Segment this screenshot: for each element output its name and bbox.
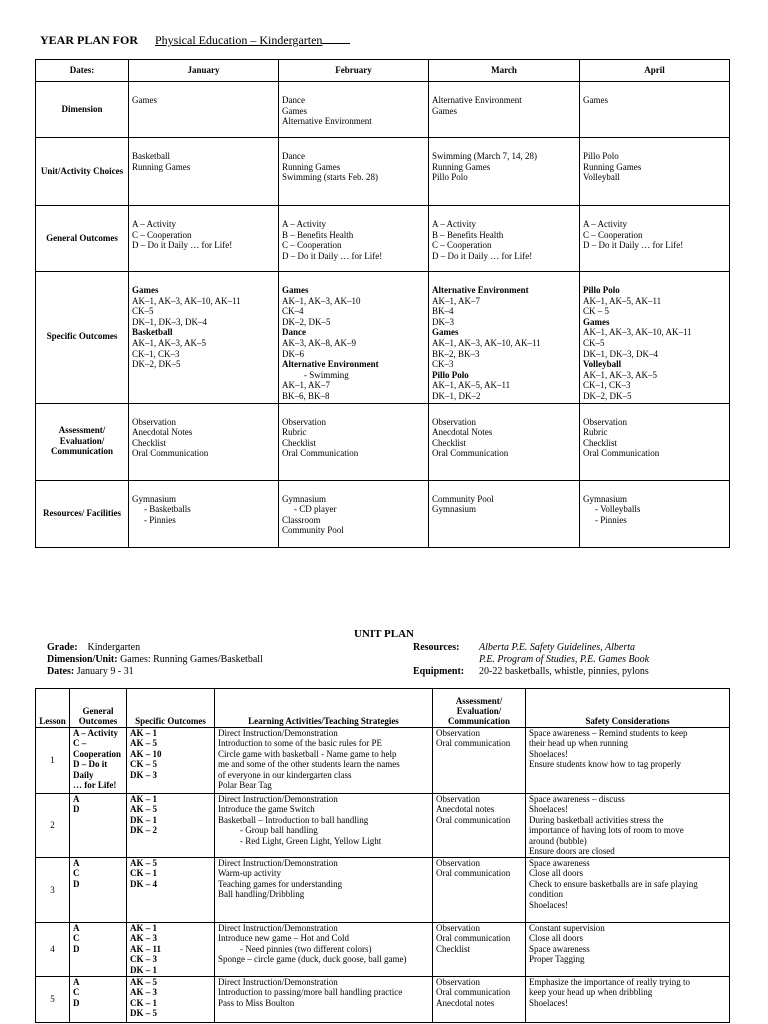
- cell-line: DK–2, DK–5: [282, 316, 331, 327]
- cell-line: Polar Bear Tag: [218, 780, 272, 791]
- cell-line: DK–1, DK–3, DK–4: [583, 348, 658, 359]
- cell-line: AK–1, AK–5, AK–11: [583, 295, 662, 306]
- cell-line: Oral communication: [436, 738, 511, 749]
- cell-line: Direct Instruction/Demonstration: [218, 923, 338, 933]
- year-plan-row: [36, 206, 730, 272]
- cell-line: D: [73, 804, 80, 815]
- cell-line: Games: [282, 105, 307, 116]
- cell-line: Running Games: [282, 161, 341, 172]
- year-plan-subject: Physical Education – Kindergarten: [155, 33, 323, 47]
- cell-line: D – Do it Daily … for Life!: [132, 240, 233, 251]
- cell-line: their head up when running: [529, 738, 628, 749]
- cell-line: CK – 1: [130, 997, 157, 1008]
- cell-line: Direct Instruction/Demonstration: [218, 794, 338, 804]
- cell-line: Introduce new game – Hot and Cold: [218, 933, 349, 944]
- resources-label: Resources:: [413, 642, 460, 653]
- cell-line: Oral communication: [436, 987, 511, 998]
- cell-line: DK – 2: [130, 825, 157, 836]
- specific-outcomes-cell: [127, 977, 215, 1023]
- cell-line: Introduction to some of the basic rules for PE: [218, 738, 382, 749]
- cell-line: DK – 1: [130, 814, 157, 825]
- cell-line: A: [73, 977, 80, 987]
- cell-line: CK–4: [282, 306, 304, 317]
- cell-line: D: [73, 997, 80, 1008]
- cell-line: CK–3: [432, 359, 454, 370]
- cell-line: DK–1, DK–3, DK–4: [132, 316, 207, 327]
- year-plan-cell: [580, 82, 730, 138]
- specific-outcomes-cell: [127, 923, 215, 977]
- cell-line: Gymnasium: [432, 504, 476, 515]
- row-label: Dimension: [36, 82, 129, 138]
- cell-line: AK–1, AK–3, AK–5: [583, 369, 658, 380]
- assessment-cell: [433, 858, 526, 923]
- cell-line: Dance: [282, 327, 306, 338]
- cell-line: Dance: [282, 151, 305, 161]
- year-plan-cell: [580, 206, 730, 272]
- cell-line: AK–1, AK–5, AK–11: [432, 380, 511, 391]
- year-plan-cell: [279, 82, 429, 138]
- cell-line: C – Cooperation: [132, 229, 192, 240]
- cell-line: Community Pool: [282, 525, 344, 536]
- year-plan-cell: [129, 480, 279, 547]
- unit-plan-table: [35, 688, 730, 1023]
- cell-line: Observation: [132, 416, 176, 427]
- cell-line: BK–2, BK–3: [432, 348, 480, 359]
- cell-line: A: [73, 858, 80, 868]
- cell-line: Constant supervision: [529, 923, 605, 933]
- cell-line: keep your head up when dribbling: [529, 987, 653, 998]
- dates-value: January 9 - 31: [76, 666, 134, 677]
- year-plan-cell: [129, 206, 279, 272]
- cell-line: Games: [282, 285, 309, 295]
- resources-line-2: P.E. Program of Studies, P.E. Games Book: [479, 654, 650, 665]
- cell-line: Oral Communication: [282, 448, 359, 459]
- month-header: February: [279, 60, 429, 82]
- cell-line: Swimming (March 7, 14, 28): [432, 151, 537, 161]
- cell-line: AK – 1: [130, 728, 157, 738]
- lesson-row: [36, 977, 730, 1023]
- cell-line: Alternative Environment: [282, 359, 379, 370]
- equipment-label: Equipment:: [413, 666, 465, 677]
- assessment-header: Assessment/ Evaluation/ Communication: [433, 689, 526, 728]
- cell-line: Oral communication: [436, 933, 511, 944]
- dates-header: Dates:: [36, 60, 129, 82]
- row-label: Unit/Activity Choices: [36, 138, 129, 206]
- cell-line: AK–1, AK–3, AK–10, AK–11: [132, 295, 241, 306]
- cell-line: AK – 11: [130, 943, 162, 954]
- cell-line: D – Do it Daily … for Life!: [583, 240, 684, 251]
- cell-line: AK–1, AK–7: [432, 295, 481, 306]
- cell-line: Games: [432, 105, 457, 116]
- cell-line: condition: [529, 889, 563, 900]
- cell-line: DK – 5: [130, 1008, 157, 1019]
- cell-line: C: [73, 933, 80, 944]
- cell-line: Shoelaces!: [529, 748, 568, 759]
- unit-plan-title: UNIT PLAN: [353, 628, 414, 640]
- month-header: March: [429, 60, 580, 82]
- cell-line: D – Do it Daily: [73, 759, 108, 780]
- assessment-cell: [433, 977, 526, 1023]
- specific-outcomes-cell: [127, 794, 215, 858]
- cell-line: Games: [583, 316, 610, 327]
- cell-line: Oral Communication: [432, 448, 509, 459]
- cell-line: Pillo Polo: [432, 369, 469, 380]
- cell-line: C: [73, 868, 80, 879]
- lesson-number: 5: [36, 977, 70, 1023]
- cell-line: DK–2, DK–5: [132, 359, 181, 370]
- cell-line: AK – 3: [130, 987, 157, 998]
- lesson-row: [36, 794, 730, 858]
- cell-line: Gymnasium: [282, 493, 326, 504]
- cell-line: BK–4: [432, 306, 454, 317]
- cell-line: DK–6: [282, 348, 304, 359]
- month-header: January: [129, 60, 279, 82]
- cell-line: Games: [132, 285, 159, 295]
- unit-plan-meta-left: [47, 642, 263, 678]
- unit-plan-header-row: [36, 689, 730, 728]
- activities-cell: [215, 794, 433, 858]
- cell-line: Volleyball: [583, 172, 620, 183]
- specific-outcomes-cell: [127, 858, 215, 923]
- cell-line: BK–6, BK–8: [282, 390, 330, 401]
- cell-line: A: [73, 794, 80, 804]
- cell-line: Close all doors: [529, 868, 583, 879]
- year-plan-cell: [279, 480, 429, 547]
- year-plan-row: [36, 138, 730, 206]
- specific-outcomes-cell: [127, 728, 215, 794]
- cell-line: Alternative Environment: [432, 95, 522, 105]
- cell-line: Checklist: [583, 437, 617, 448]
- year-plan-cell: [580, 403, 730, 480]
- year-plan-cell: [580, 480, 730, 547]
- year-plan-cell: [279, 138, 429, 206]
- dimension-label: Dimension/Unit:: [47, 654, 118, 665]
- cell-line: During basketball activities stress the: [529, 814, 664, 825]
- cell-line: Pillo Polo: [583, 151, 619, 161]
- cell-line: DK–3: [432, 316, 454, 327]
- activities-cell: [215, 923, 433, 977]
- cell-line: AK – 1: [130, 923, 157, 933]
- cell-line: Running Games: [583, 161, 642, 172]
- row-label: Resources/ Facilities: [36, 480, 129, 547]
- cell-line: around (bubble): [529, 835, 587, 846]
- general-outcomes-cell: [70, 977, 127, 1023]
- cell-line: Circle game with basketball - Name game to help: [218, 748, 397, 759]
- cell-line: Space awareness: [529, 858, 590, 868]
- cell-line: Observation: [583, 416, 627, 427]
- year-plan-cell: [129, 82, 279, 138]
- lesson-row: [36, 728, 730, 794]
- cell-line: importance of having lots of room to move: [529, 825, 684, 836]
- cell-line: Check to ensure basketballs are in safe playing: [529, 878, 698, 889]
- year-plan-row: [36, 480, 730, 547]
- activities-cell: [215, 977, 433, 1023]
- cell-line: D: [73, 943, 80, 954]
- cell-line: CK – 1: [130, 868, 157, 879]
- cell-line: Observation: [436, 977, 480, 987]
- title-underline: [322, 33, 350, 44]
- cell-line: Oral communication: [436, 814, 511, 825]
- cell-line: Observation: [436, 858, 480, 868]
- cell-line: Pillo Polo: [583, 285, 620, 295]
- year-plan-cell: [129, 138, 279, 206]
- cell-line: Anecdotal Notes: [432, 427, 493, 438]
- lesson-number: 3: [36, 858, 70, 923]
- cell-line: D: [73, 878, 80, 889]
- cell-line: Direct Instruction/Demonstration: [218, 858, 338, 868]
- cell-line: Space awareness – discuss: [529, 794, 625, 804]
- cell-line: Rubric: [583, 427, 608, 438]
- cell-line: Pillo Polo: [432, 172, 468, 183]
- cell-line: A – Activity: [73, 728, 118, 738]
- year-plan-label: YEAR PLAN FOR: [40, 33, 138, 47]
- cell-line: C – Cooperation: [432, 240, 492, 251]
- cell-line: Observation: [436, 794, 480, 804]
- cell-line: CK – 5: [583, 306, 610, 317]
- cell-line: Space awareness – Remind students to keep: [529, 728, 688, 738]
- cell-line: - Pinnies: [144, 514, 176, 525]
- cell-line: AK – 10: [130, 748, 162, 759]
- cell-line: CK – 3: [130, 954, 157, 965]
- cell-line: Basketball – Introduction to ball handling: [218, 814, 369, 825]
- cell-line: AK–1, AK–3, AK–10, AK–11: [583, 327, 692, 338]
- year-plan-cell: [429, 138, 580, 206]
- cell-line: DK – 1: [130, 964, 157, 975]
- year-plan-cell: [429, 82, 580, 138]
- cell-line: Gymnasium: [583, 493, 627, 504]
- cell-line: me and some of the other students learn the names: [218, 759, 400, 770]
- lesson-row: [36, 923, 730, 977]
- year-plan-cell: [279, 272, 429, 404]
- dimension-value: Games: Running Games/Basketball: [120, 654, 263, 665]
- cell-line: C – Cooperation: [583, 229, 643, 240]
- cell-line: C: [73, 987, 80, 998]
- cell-line: AK – 3: [130, 933, 157, 944]
- activities-cell: [215, 728, 433, 794]
- general-outcomes-header: General Outcomes: [70, 689, 127, 728]
- cell-line: Games: [132, 95, 157, 105]
- equipment-value: 20-22 basketballs, whistle, pinnies, pylons: [479, 666, 649, 677]
- general-outcomes-cell: [70, 923, 127, 977]
- cell-line: of everyone in our kindergarten class: [218, 769, 352, 780]
- year-plan-cell: [129, 403, 279, 480]
- cell-line: A – Activity: [432, 219, 477, 229]
- cell-line: Teaching games for understanding: [218, 878, 343, 889]
- cell-line: Anecdotal notes: [436, 804, 495, 815]
- safety-cell: [526, 794, 730, 858]
- cell-line: Sponge – circle game (duck, duck goose, ball game): [218, 954, 407, 965]
- cell-line: Checklist: [282, 437, 316, 448]
- cell-line: Rubric: [282, 427, 307, 438]
- cell-line: Games: [583, 95, 608, 105]
- assessment-cell: [433, 728, 526, 794]
- cell-line: Anecdotal notes: [436, 997, 495, 1008]
- cell-line: Observation: [436, 923, 480, 933]
- cell-line: CK – 5: [130, 759, 157, 770]
- cell-line: Observation: [436, 728, 480, 738]
- cell-line: - Pinnies: [595, 514, 627, 525]
- cell-line: A – Activity: [583, 219, 628, 229]
- cell-line: D – Do it Daily … for Life!: [282, 250, 383, 261]
- cell-line: Pass to Miss Boulton: [218, 997, 295, 1008]
- cell-line: Observation: [282, 416, 326, 427]
- cell-line: Shoelaces!: [529, 899, 568, 910]
- cell-line: - Group ball handling: [240, 825, 318, 836]
- cell-line: Ball handling/Dribbling: [218, 889, 305, 900]
- cell-line: Checklist: [436, 943, 470, 954]
- cell-line: Space awareness: [529, 943, 590, 954]
- cell-line: Basketball: [132, 327, 173, 338]
- year-plan-cell: [429, 272, 580, 404]
- cell-line: Direct Instruction/Demonstration: [218, 977, 338, 987]
- cell-line: CK–5: [132, 306, 154, 317]
- row-label: Assessment/ Evaluation/ Communication: [36, 403, 129, 480]
- activities-cell: [215, 858, 433, 923]
- activities-header: Learning Activities/Teaching Strategies: [215, 689, 433, 728]
- lesson-number: 2: [36, 794, 70, 858]
- cell-line: Alternative Environment: [432, 285, 529, 295]
- year-plan-cell: [580, 272, 730, 404]
- year-plan-row: [36, 272, 730, 404]
- cell-line: C – Cooperation: [73, 738, 121, 759]
- general-outcomes-cell: [70, 728, 127, 794]
- cell-line: Running Games: [132, 161, 191, 172]
- cell-line: Close all doors: [529, 933, 583, 944]
- grade-value: Kindergarten: [87, 642, 141, 653]
- cell-line: AK–1, AK–7: [282, 380, 331, 391]
- cell-line: - Volleyballs: [595, 504, 641, 515]
- cell-line: CK–5: [583, 337, 605, 348]
- cell-line: Warm-up activity: [218, 868, 282, 879]
- row-label: Specific Outcomes: [36, 272, 129, 404]
- cell-line: Classroom: [282, 514, 321, 525]
- cell-line: A – Activity: [282, 219, 327, 229]
- cell-line: Games: [432, 327, 459, 338]
- year-plan-cell: [429, 480, 580, 547]
- year-plan-cell: [429, 403, 580, 480]
- year-plan-cell: [279, 206, 429, 272]
- month-header: April: [580, 60, 730, 82]
- cell-line: AK – 5: [130, 804, 157, 815]
- cell-line: Direct Instruction/Demonstration: [218, 728, 338, 738]
- lesson-row: [36, 858, 730, 923]
- lesson-number: 4: [36, 923, 70, 977]
- year-plan-header-row: [36, 60, 730, 82]
- year-plan-cell: [580, 138, 730, 206]
- cell-line: Shoelaces!: [529, 997, 568, 1008]
- cell-line: AK – 5: [130, 738, 157, 749]
- assessment-cell: [433, 794, 526, 858]
- cell-line: AK – 1: [130, 794, 157, 804]
- unit-plan-meta-right: [413, 642, 649, 678]
- year-plan-cell: [279, 403, 429, 480]
- cell-line: Basketball: [132, 151, 170, 161]
- cell-line: B – Benefits Health: [282, 229, 354, 240]
- general-outcomes-cell: [70, 858, 127, 923]
- cell-line: Oral Communication: [583, 448, 660, 459]
- year-plan-row: [36, 82, 730, 138]
- cell-line: A: [73, 923, 80, 933]
- cell-line: Alternative Environment: [282, 116, 372, 127]
- safety-header: Safety Considerations: [526, 689, 730, 728]
- year-plan-cell: [429, 206, 580, 272]
- cell-line: Emphasize the importance of really trying to: [529, 977, 690, 987]
- year-plan-title: [40, 33, 350, 48]
- cell-line: Ensure doors are closed: [529, 846, 615, 857]
- cell-line: Swimming (starts Feb. 28): [282, 172, 378, 183]
- cell-line: Running Games: [432, 161, 491, 172]
- cell-line: Introduce the game Switch: [218, 804, 315, 815]
- cell-line: Volleyball: [583, 359, 622, 370]
- year-plan-table: [35, 59, 730, 548]
- cell-line: A – Activity: [132, 219, 177, 229]
- cell-line: AK–1, AK–3, AK–5: [132, 337, 207, 348]
- year-plan-cell: [129, 272, 279, 404]
- general-outcomes-cell: [70, 794, 127, 858]
- cell-line: D – Do it Daily … for Life!: [432, 250, 533, 261]
- cell-line: … for Life!: [73, 780, 117, 791]
- resources-line-1: Alberta P.E. Safety Guidelines, Alberta: [479, 642, 635, 653]
- safety-cell: [526, 923, 730, 977]
- cell-line: CK–1, CK–3: [583, 380, 631, 391]
- cell-line: DK–2, DK–5: [583, 390, 632, 401]
- cell-line: - Need pinnies (two different colors): [240, 943, 372, 954]
- cell-line: CK–1, CK–3: [132, 348, 180, 359]
- cell-line: - Swimming: [304, 369, 349, 380]
- cell-line: AK–1, AK–3, AK–10, AK–11: [432, 337, 541, 348]
- cell-line: AK – 5: [130, 858, 157, 868]
- cell-line: DK – 3: [130, 769, 157, 780]
- dates-label: Dates:: [47, 666, 75, 677]
- cell-line: Oral Communication: [132, 448, 209, 459]
- cell-line: AK – 5: [130, 977, 157, 987]
- cell-line: DK – 4: [130, 878, 157, 889]
- safety-cell: [526, 858, 730, 923]
- safety-cell: [526, 977, 730, 1023]
- row-label: General Outcomes: [36, 206, 129, 272]
- cell-line: Anecdotal Notes: [132, 427, 193, 438]
- cell-line: Dance: [282, 95, 305, 105]
- cell-line: Oral communication: [436, 868, 511, 879]
- specific-outcomes-header: Specific Outcomes: [127, 689, 215, 728]
- cell-line: DK–1, DK–2: [432, 390, 481, 401]
- cell-line: Community Pool: [432, 493, 494, 504]
- cell-line: Ensure students know how to tag properly: [529, 759, 681, 770]
- cell-line: AK–1, AK–3, AK–10: [282, 295, 361, 306]
- year-plan-row: [36, 403, 730, 480]
- assessment-cell: [433, 923, 526, 977]
- lesson-number: 1: [36, 728, 70, 794]
- cell-line: Shoelaces!: [529, 804, 568, 815]
- lesson-header: Lesson: [36, 689, 70, 728]
- safety-cell: [526, 728, 730, 794]
- cell-line: Checklist: [432, 437, 466, 448]
- cell-line: Observation: [432, 416, 476, 427]
- cell-line: AK–3, AK–8, AK–9: [282, 337, 357, 348]
- cell-line: - CD player: [294, 504, 337, 515]
- cell-line: B – Benefits Health: [432, 229, 504, 240]
- cell-line: C – Cooperation: [282, 240, 342, 251]
- cell-line: Gymnasium: [132, 493, 176, 504]
- cell-line: - Red Light, Green Light, Yellow Light: [240, 835, 382, 846]
- grade-label: Grade:: [47, 642, 78, 653]
- cell-line: - Basketballs: [144, 504, 191, 515]
- cell-line: Introduction to passing/more ball handling practice: [218, 987, 403, 998]
- cell-line: Proper Tagging: [529, 954, 585, 965]
- cell-line: Checklist: [132, 437, 166, 448]
